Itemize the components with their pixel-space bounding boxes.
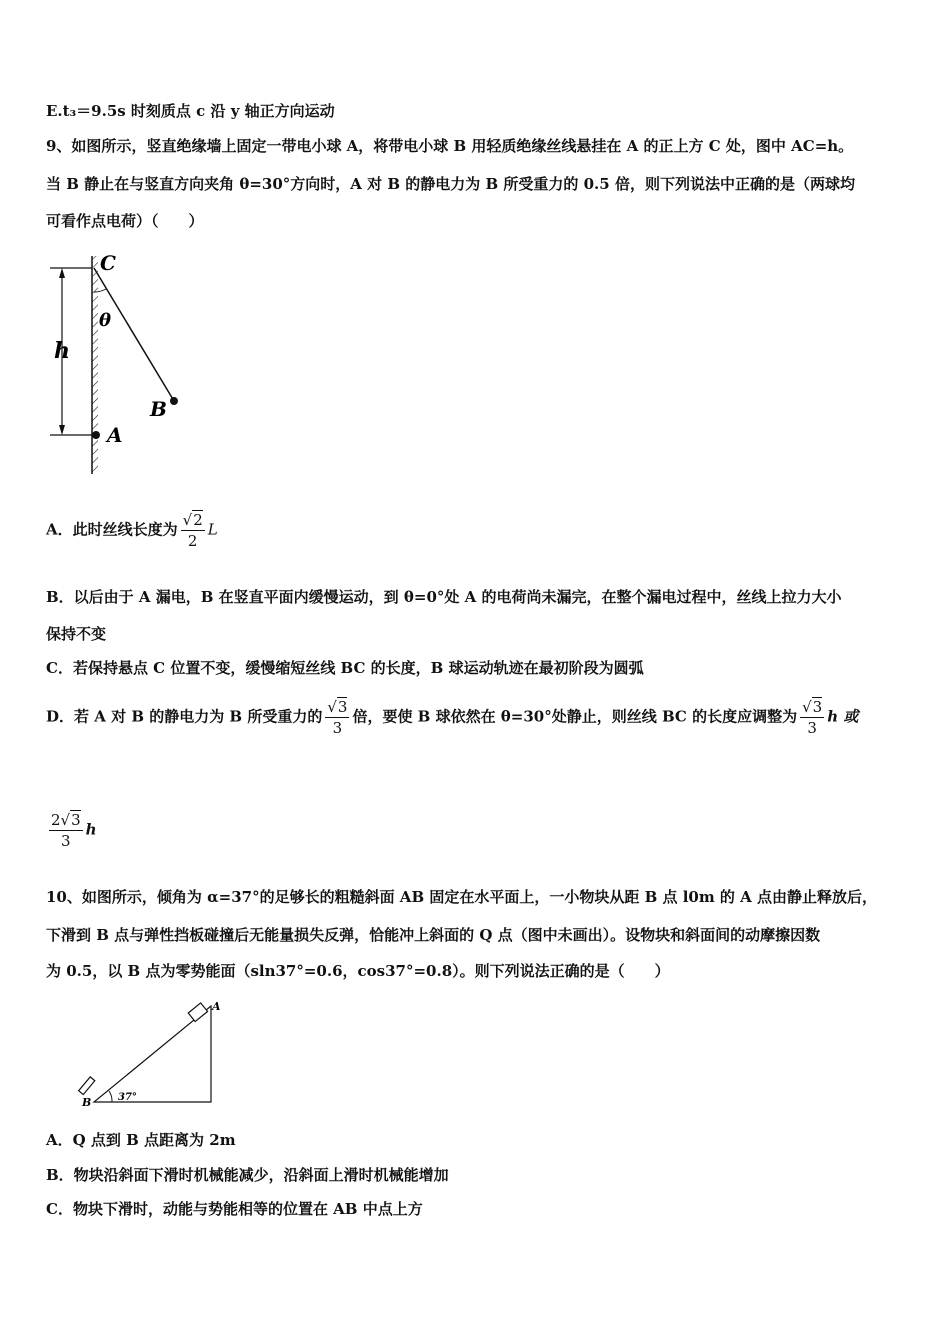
label-b: B [82, 1096, 92, 1108]
q9-option-d-line1[interactable] [46, 697, 858, 738]
q10-stem-line1: 10、如图所示，倾角为 α=37°的足够长的粗糙斜面 AB 固定在水平面上，一小物块从距 B 点 l0m 的 A 点由静止释放后， [46, 888, 878, 906]
ball-b [170, 397, 178, 405]
label-a: A [212, 1000, 221, 1013]
label-h: h [54, 338, 70, 364]
label-theta: θ [99, 310, 112, 331]
h-arrow-up [59, 268, 65, 278]
q9-option-d-text1: D．若 A 对 B 的静电力为 B 所受重力的 [46, 707, 323, 726]
q10-figure [74, 996, 224, 1108]
label-b: B [150, 397, 167, 421]
sqrt3-over-3-fraction-2: $\frac{√3}{3}$ [802, 698, 823, 737]
q9-option-b-line1[interactable]: B．以后由于 A 漏电，B 在竖直平面内缓慢运动，到 θ=0°处 A 的电荷尚未漏完，在整个漏电过程中，丝线上拉力大小 [46, 588, 842, 606]
q10-stem-line2: 下滑到 B 点与弹性挡板碰撞后无能量损失反弹，恰能冲上斜面的 Q 点（图中未画出）。设物块和斜面间的动摩擦因数 [46, 926, 821, 944]
q9-figure [44, 248, 194, 478]
q10-option-a[interactable]: A．Q 点到 B 点距离为 2m [46, 1131, 236, 1149]
q9-stem-line2: 当 B 静止在与竖直方向夹角 θ=30°方向时，A 对 B 的静电力为 B 所受重力的 0.5 倍，则下列说法中正确的是（两球均 [46, 175, 855, 193]
angle-arc [109, 1091, 112, 1102]
q9-stem-line3: 可看作点电荷）（ ） [46, 212, 204, 230]
q9-option-b-line2: 保持不变 [46, 625, 107, 643]
q10-option-b[interactable]: B．物块沿斜面下滑时机械能减少，沿斜面上滑时机械能增加 [46, 1166, 449, 1184]
q10-stem-line3: 为 0.5，以 B 点为零势能面（sln37°=0.6，cos37°=0.8）。则下列说法正确的是（ ） [46, 962, 670, 980]
q9-option-d-line2 [46, 810, 97, 851]
q9-option-d-text4: h [85, 820, 97, 839]
q9-option-d-text3: h 或 [827, 707, 859, 726]
option-e-previous-question: E.t₃＝9.5s 时刻质点 c 沿 y 轴正方向运动 [46, 102, 335, 120]
block-at-a [188, 1003, 207, 1022]
label-a: A [107, 423, 123, 447]
elastic-baffle [79, 1077, 95, 1095]
q9-option-a-var: L [207, 520, 218, 539]
ball-a [92, 431, 100, 439]
thread-bc [94, 268, 174, 401]
q9-option-a[interactable] [46, 510, 218, 551]
q9-option-d-text2: 倍，要使 B 球依然在 θ=30°处静止，则丝线 BC 的长度应调整为 [352, 707, 798, 726]
wall-hatching [92, 256, 98, 474]
q9-option-a-text: A．此时丝线长度为 [46, 520, 178, 539]
sqrt2-over-2-fraction: $\frac{√2}{2}$ [182, 511, 203, 550]
h-arrow-down [59, 425, 65, 435]
q10-option-c[interactable]: C．物块下滑时，动能与势能相等的位置在 AB 中点上方 [46, 1200, 423, 1218]
two-sqrt3-over-3-fraction: $\frac{2√3}{3}$ [51, 811, 81, 850]
label-angle: 37° [118, 1092, 137, 1103]
q9-stem-line1: 9、如图所示，竖直绝缘墙上固定一带电小球 A，将带电小球 B 用轻质绝缘丝线悬挂在 A 的正上方 C 处，图中 AC=h。 [46, 137, 854, 155]
sqrt3-over-3-fraction: $\frac{√3}{3}$ [327, 698, 348, 737]
q9-option-c[interactable]: C．若保持悬点 C 位置不变，缓慢缩短丝线 BC 的长度，B 球运动轨迹在最初阶段为圆弧 [46, 659, 644, 677]
label-c: C [100, 251, 116, 275]
